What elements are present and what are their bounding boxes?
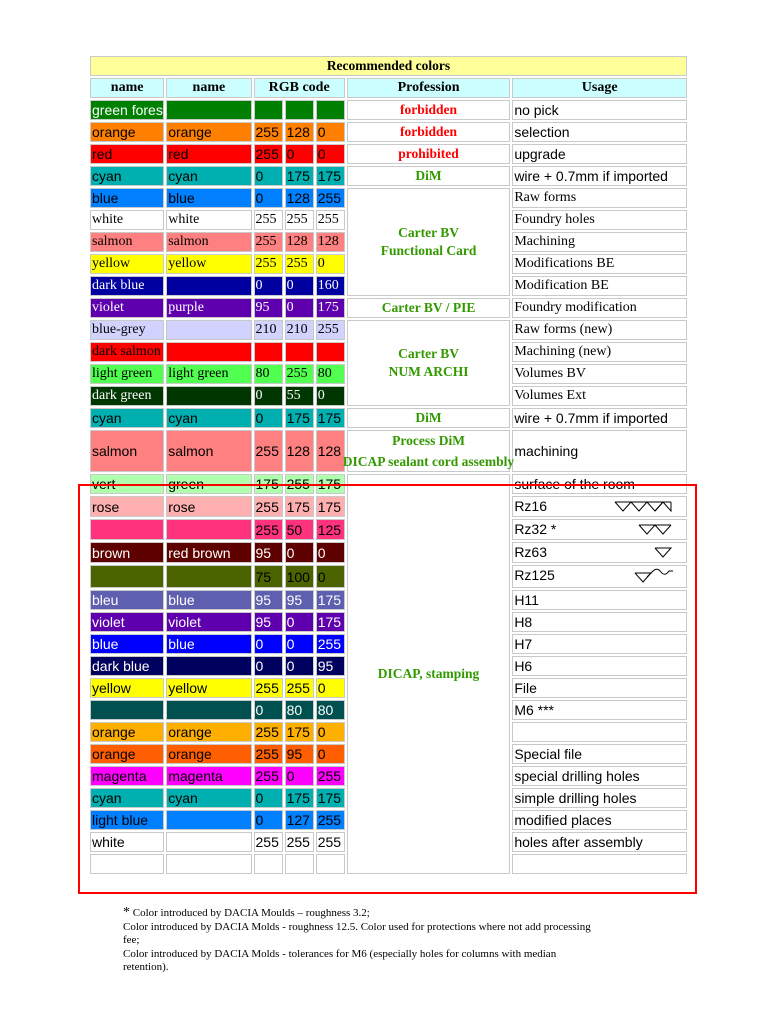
rgb-blue: 0 [316,144,345,164]
rgb-blue: 0 [316,744,345,764]
rgb-red: 255 [254,232,283,252]
color-name-alt: orange [166,722,251,742]
rgb-blue: 175 [316,298,345,318]
rgb-red: 0 [254,656,283,676]
color-name-en [90,565,164,588]
color-name-alt [166,832,251,852]
usage-text: Foundry holes [514,212,595,227]
color-name-en: white [90,832,164,852]
rgb-red: 75 [254,565,283,588]
rgb-green: 0 [285,144,314,164]
usage-text: Modification BE [514,278,609,293]
rgb-red: 0 [254,788,283,808]
rgb-red: 210 [254,320,283,340]
rgb-green: 55 [285,386,314,406]
rgb-green: 0 [285,634,314,654]
usage-text: Special file [514,746,583,762]
usage-text: Rz16 [514,498,547,514]
rgb-blue: 255 [316,210,345,230]
rgb-green [285,342,314,362]
rgb-red: 0 [254,408,283,428]
profession-text: DiM [415,410,442,425]
rgb-red [254,342,283,362]
footnote-1-text: Color introduced by DACIA Moulds – roughness 3.2; [130,907,370,919]
usage-text: Rz32 * [514,521,557,537]
usage-cell [512,722,687,742]
color-name-en [90,519,164,540]
rgb-blue: 255 [316,810,345,830]
usage-cell [512,188,687,208]
profession-text: forbidden [400,124,458,139]
rgb-blue: 175 [316,496,345,517]
profession-text: DiM [415,168,442,183]
profession-cell [347,122,511,142]
rgb-green: 128 [285,122,314,142]
usage-cell [512,744,687,764]
color-name-alt: blue [166,634,251,654]
color-name-en: salmon [90,430,164,472]
color-table-wrapper [88,54,689,876]
color-name-alt: salmon [166,232,251,252]
color-name-alt [166,519,251,540]
rgb-green [285,100,314,120]
profession-cell [342,430,515,472]
usage-cell [512,519,687,540]
usage-cell [512,166,687,186]
profession-cell [347,474,511,874]
color-name-en: white [90,210,164,230]
color-name-en: yellow [90,678,164,698]
profession-cell [347,298,511,318]
rgb-blue: 80 [316,700,345,720]
rgb-red: 255 [254,722,283,742]
color-name-alt [166,100,251,120]
profession-cell [347,100,511,120]
rgb-green: 128 [285,188,314,208]
rgb-red: 95 [254,612,283,632]
usage-cell [512,342,687,362]
rgb-blue: 80 [316,364,345,384]
usage-text: Modifications BE [514,256,615,271]
color-name-en: cyan [90,408,164,428]
usage-text: Rz125 [514,567,555,583]
table-row [90,100,687,120]
rgb-blue: 255 [316,634,345,654]
usage-cell [512,678,687,698]
table-row [90,474,687,494]
footnote-3: Color introduced by DACIA Molds - tolerances for M6 (especially holes for columns with median retention). [123,947,557,973]
rgb-green: 100 [285,565,314,588]
color-name-en: yellow [90,254,164,274]
rgb-blue: 0 [316,254,345,274]
color-name-alt: yellow [166,678,251,698]
recommended-colors-table [88,54,689,876]
usage-cell [512,590,687,610]
profession-text: Process DiM [392,433,465,448]
color-name-alt: green [166,474,251,494]
usage-cell [512,408,687,428]
rgb-red: 0 [254,810,283,830]
color-name-alt: magenta [166,766,251,786]
usage-cell [512,612,687,632]
rgb-green: 0 [285,656,314,676]
usage-text: Machining [514,234,575,249]
color-name-alt: rose [166,496,251,517]
rgb-green: 95 [285,590,314,610]
usage-text: wire + 0.7mm if imported [514,168,668,184]
color-name-alt [166,810,251,830]
usage-text: File [514,680,537,696]
rgb-blue: 175 [316,612,345,632]
color-name-en: dark blue [90,656,164,676]
profession-text: Carter BV Functional Card [380,225,477,258]
profession-text: forbidden [400,102,458,117]
rgb-red [254,100,283,120]
usage-cell [512,474,687,494]
usage-text: M6 *** [514,702,554,718]
usage-text: machining [514,443,579,459]
rgb-red: 95 [254,590,283,610]
rgb-green: 175 [285,788,314,808]
usage-text: Volumes Ext [514,388,587,403]
rgb-red: 255 [254,122,283,142]
usage-text: no pick [514,102,559,118]
header-name-1: name [90,78,164,98]
rgb-green: 255 [285,474,314,494]
roughness-symbol-icon [637,521,673,539]
usage-cell [512,298,687,318]
color-name-alt: cyan [166,166,251,186]
color-name-en: salmon [90,232,164,252]
rgb-green: 128 [285,430,314,472]
color-name-alt: purple [166,298,251,318]
table-row [90,320,687,340]
usage-cell [512,276,687,296]
rgb-red: 95 [254,298,283,318]
rgb-blue: 255 [316,320,345,340]
table-row [90,408,687,428]
header-usage: Usage [512,78,687,98]
color-name-alt [166,854,251,874]
color-name-alt [166,320,251,340]
rgb-red: 0 [254,634,283,654]
usage-text: selection [514,124,570,140]
rgb-blue: 0 [316,386,345,406]
profession-cell [347,188,511,296]
footnote-star: * [123,905,130,920]
dicap-sealant-label: DICAP sealant cord assembly [342,454,515,469]
color-name-en: cyan [90,166,164,186]
color-name-en: blue [90,634,164,654]
usage-text: surface of the room [514,476,635,492]
rgb-blue: 128 [316,232,345,252]
usage-cell [512,634,687,654]
rgb-red: 255 [254,210,283,230]
profession-text: prohibited [398,146,459,161]
rgb-red: 255 [254,254,283,274]
rgb-red: 80 [254,364,283,384]
rgb-green: 175 [285,496,314,517]
rgb-green: 175 [285,722,314,742]
rgb-blue: 175 [316,788,345,808]
color-name-en: orange [90,722,164,742]
rgb-red: 255 [254,744,283,764]
usage-cell [512,832,687,852]
usage-cell [512,542,687,563]
usage-cell [512,496,687,517]
color-name-alt: cyan [166,408,251,428]
color-name-alt [166,386,251,406]
color-name-en [90,700,164,720]
color-name-alt: orange [166,122,251,142]
rgb-green: 50 [285,519,314,540]
usage-cell [512,232,687,252]
rgb-green: 0 [285,542,314,563]
table-title: Recommended colors [90,56,687,76]
usage-text: H11 [514,592,539,608]
rgb-blue: 125 [316,519,345,540]
usage-cell [512,656,687,676]
color-name-en: light green [90,364,164,384]
rgb-red: 255 [254,519,283,540]
rgb-blue [316,854,345,874]
rgb-blue: 0 [316,565,345,588]
header-rgb-code: RGB code [254,78,345,98]
usage-cell [512,766,687,786]
rgb-blue: 0 [316,678,345,698]
rgb-blue: 95 [316,656,345,676]
color-name-en: light blue [90,810,164,830]
color-name-alt: red [166,144,251,164]
rgb-blue: 255 [316,188,345,208]
color-name-en: red [90,144,164,164]
roughness-symbol-icon [613,498,673,516]
rgb-blue [316,100,345,120]
rgb-green: 95 [285,744,314,764]
table-row [90,122,687,142]
rgb-green: 175 [285,408,314,428]
header-profession: Profession [347,78,511,98]
rgb-blue: 0 [316,542,345,563]
usage-cell [512,565,687,588]
usage-cell [512,700,687,720]
rgb-green: 255 [285,364,314,384]
rgb-blue: 255 [316,832,345,852]
usage-cell [512,100,687,120]
rgb-green: 175 [285,166,314,186]
color-name-en: violet [90,298,164,318]
color-name-en: green forest [92,102,167,118]
table-row [90,430,687,472]
usage-cell [512,854,687,874]
usage-text: H6 [514,658,533,674]
rgb-blue [316,342,345,362]
color-name-en: magenta [90,766,164,786]
usage-text: Raw forms (new) [514,322,613,337]
color-name-en: orange [90,122,164,142]
rgb-red: 0 [254,386,283,406]
usage-cell [512,430,687,472]
color-name-en: cyan [90,788,164,808]
color-name-alt: light green [166,364,251,384]
color-name-en: rose [90,496,164,517]
color-name-en: bleu [90,590,164,610]
color-name-en: blue-grey [90,320,164,340]
usage-text: special drilling holes [514,768,640,784]
rgb-blue: 160 [316,276,345,296]
color-name-en: brown [90,542,164,563]
rgb-red: 0 [254,700,283,720]
rgb-green: 0 [285,298,314,318]
rgb-green: 255 [285,254,314,274]
usage-cell [512,122,687,142]
usage-text: holes after assembly [514,834,643,850]
usage-text: H8 [514,614,533,630]
color-name-en [90,854,164,874]
profession-text: Carter BV NUM ARCHI [388,346,469,379]
usage-cell [512,810,687,830]
color-name-en: violet [90,612,164,632]
rgb-blue: 255 [316,766,345,786]
rgb-green [285,854,314,874]
color-name-alt [166,656,251,676]
roughness-symbol-icon [653,544,673,562]
color-name-alt: red brown [166,542,251,563]
rgb-green: 255 [285,832,314,852]
rgb-red: 255 [254,766,283,786]
color-name-en: orange [90,744,164,764]
color-name-alt: cyan [166,788,251,808]
color-name-alt: violet [166,612,251,632]
color-name-alt: salmon [166,430,251,472]
rgb-green: 80 [285,700,314,720]
rgb-blue: 0 [316,722,345,742]
table-row [90,298,687,318]
color-name-alt: blue [166,188,251,208]
profession-text: Carter BV / PIE [381,300,476,315]
rgb-blue: 175 [316,590,345,610]
rgb-blue: 175 [316,408,345,428]
profession-text: DICAP, stamping [377,666,480,681]
profession-cell [347,144,511,164]
usage-text: Foundry modification [514,300,637,315]
usage-cell [512,210,687,230]
usage-text: Rz63 [514,544,547,560]
footnotes [123,906,603,975]
color-name-alt: blue [166,590,251,610]
color-name-alt [166,565,251,588]
rgb-green: 255 [285,678,314,698]
rgb-green: 210 [285,320,314,340]
color-name-alt [166,342,251,362]
rgb-green: 0 [285,276,314,296]
usage-text: H7 [514,636,533,652]
profession-cell [347,320,511,406]
usage-cell [512,320,687,340]
color-name-alt: white [166,210,251,230]
rgb-red: 255 [254,678,283,698]
rgb-red [254,854,283,874]
profession-cell [347,408,511,428]
usage-text: Volumes BV [514,366,587,381]
footnote-2: Color introduced by DACIA Molds - roughness 12.5. Color used for protections where not add processing fee; [123,920,591,946]
color-name-en: dark salmon [90,342,164,362]
rgb-blue: 0 [316,122,345,142]
color-name-alt [166,276,251,296]
usage-text: simple drilling holes [514,790,637,806]
usage-cell [512,144,687,164]
usage-text: wire + 0.7mm if imported [514,410,668,426]
rgb-red: 0 [254,166,283,186]
rgb-red: 255 [254,832,283,852]
usage-text: Raw forms [514,190,577,205]
color-name-alt: orange [166,744,251,764]
rgb-red: 255 [254,430,283,472]
rgb-green: 255 [285,210,314,230]
color-name-alt [166,700,251,720]
color-name-en: dark green [90,386,164,406]
footnote-1 [123,906,603,921]
header-name-2: name [166,78,251,98]
rgb-blue: 175 [316,474,345,494]
usage-cell [512,386,687,406]
rgb-red: 255 [254,144,283,164]
rgb-blue: 175 [316,166,345,186]
usage-cell [512,788,687,808]
rgb-green: 0 [285,612,314,632]
rgb-green: 0 [285,766,314,786]
table-row [90,188,687,208]
rgb-red: 255 [254,496,283,517]
rgb-red: 0 [254,188,283,208]
roughness-symbol-icon [633,567,673,587]
usage-text: upgrade [514,146,566,162]
rgb-green: 128 [285,232,314,252]
rgb-red: 0 [254,276,283,296]
table-row [90,166,687,186]
usage-cell [512,254,687,274]
table-row [90,144,687,164]
color-name-en: dark blue [90,276,164,296]
color-name-en: blue [90,188,164,208]
rgb-blue: 128 [316,430,345,472]
usage-text: modified places [514,812,612,828]
usage-text: Machining (new) [514,344,612,359]
color-name-alt: yellow [166,254,251,274]
usage-cell [512,364,687,384]
rgb-green: 127 [285,810,314,830]
color-name-en: vert [90,474,164,494]
rgb-red: 95 [254,542,283,563]
rgb-red: 175 [254,474,283,494]
profession-cell [347,166,511,186]
